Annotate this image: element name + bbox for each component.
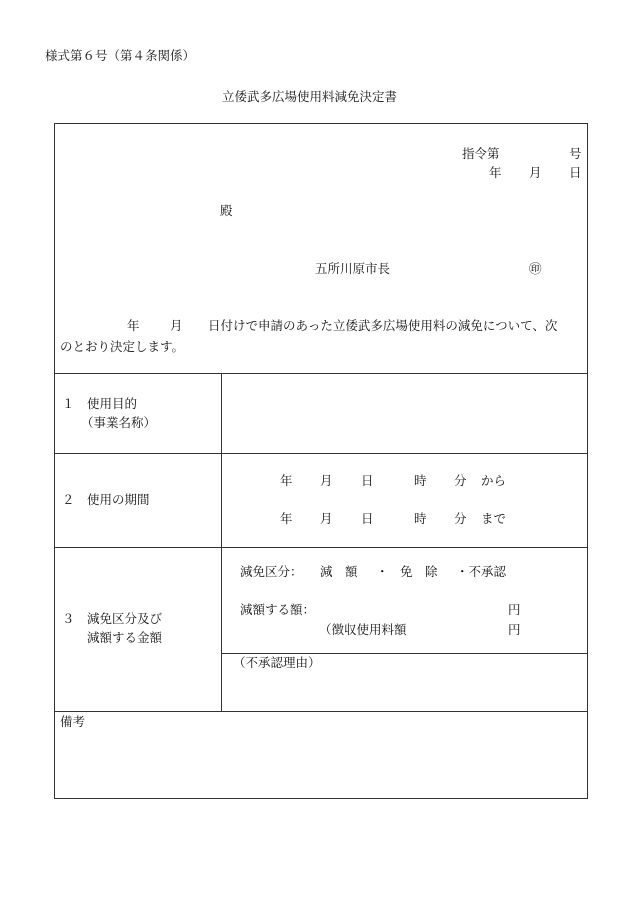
divider-notice xyxy=(54,373,588,374)
option-reduce: 減 額 xyxy=(320,564,358,579)
date-month: 月 xyxy=(529,165,542,180)
order-number-prefix: 指令第 xyxy=(462,146,500,161)
reduction-category-label: 減免区分： xyxy=(240,564,303,579)
body-line-2: のとおり決定します。 xyxy=(60,339,185,354)
period-from-year: 年 xyxy=(280,473,293,488)
seal-mark: ㊞ xyxy=(529,261,542,276)
form-border xyxy=(54,123,588,799)
issuer: 五所川原市長 xyxy=(315,261,391,276)
document-title: 立倭武多広場使用料減免決定書 xyxy=(222,89,398,104)
form-number: 様式第６号（第４条関係） xyxy=(45,48,196,63)
reject-reason-label: （不承認理由） xyxy=(233,655,321,670)
option-reject: ・不承認 xyxy=(456,564,507,579)
reduced-amount-yen: 円 xyxy=(508,602,521,617)
period-label: ２ 使用の期間 xyxy=(62,492,150,507)
period-from-month: 月 xyxy=(320,473,333,488)
period-to-year: 年 xyxy=(280,511,293,526)
option-bullet: ・ xyxy=(376,564,389,579)
remarks-label: 備考 xyxy=(60,714,86,729)
divider-period xyxy=(54,547,588,548)
collected-fee-label: （徴収使用料額 xyxy=(319,622,407,637)
divider-label-column xyxy=(221,373,222,711)
period-to-minute: 分 xyxy=(454,511,467,526)
body-year: 年 xyxy=(127,318,140,333)
date-year: 年 xyxy=(489,165,502,180)
period-from-suffix: から xyxy=(481,473,507,488)
period-to-hour: 時 xyxy=(414,511,427,526)
collected-fee-yen: 円 xyxy=(508,622,521,637)
period-to-month: 月 xyxy=(320,511,333,526)
purpose-sublabel: （事業名称） xyxy=(81,415,157,430)
divider-reject-reason xyxy=(221,653,588,654)
divider-remarks xyxy=(54,711,588,712)
reduced-amount-label: 減額する額： xyxy=(240,602,316,617)
order-number-suffix: 号 xyxy=(569,146,582,161)
period-from-hour: 時 xyxy=(414,473,427,488)
period-from-minute: 分 xyxy=(454,473,467,488)
date-day: 日 xyxy=(569,165,582,180)
divider-purpose xyxy=(54,453,588,454)
period-to-day: 日 xyxy=(361,511,374,526)
body-line-1: 日付けで申請のあった立倭武多広場使用料の減免について、次 xyxy=(208,318,558,333)
period-to-suffix: まで xyxy=(481,511,507,526)
reduction-sublabel: 減額する金額 xyxy=(87,630,163,645)
body-month: 月 xyxy=(170,318,183,333)
reduction-label: ３ 減免区分及び xyxy=(62,611,163,626)
addressee-honorific: 殿 xyxy=(220,203,233,218)
period-from-day: 日 xyxy=(361,473,374,488)
option-exempt: 免 除 xyxy=(400,564,438,579)
purpose-label: １ 使用目的 xyxy=(62,396,138,411)
